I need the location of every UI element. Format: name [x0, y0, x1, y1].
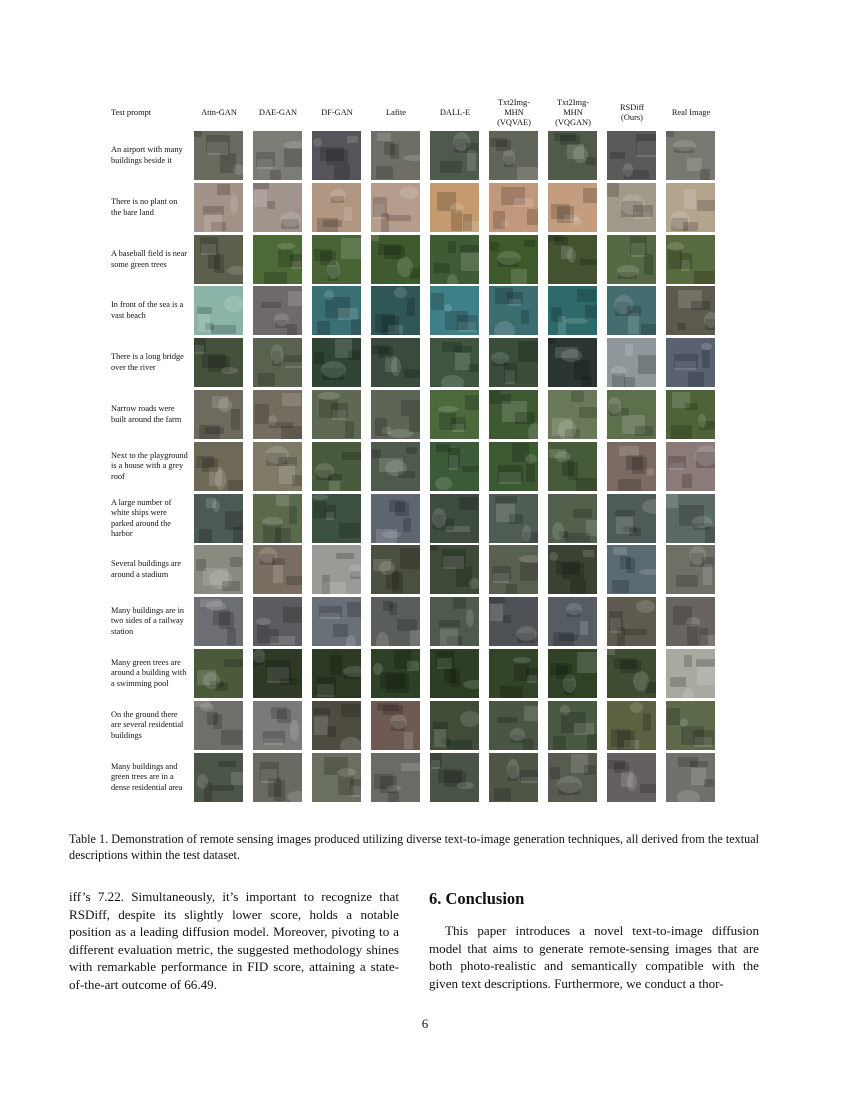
satellite-image-thumbnail	[253, 286, 302, 335]
satellite-image-thumbnail	[666, 753, 715, 802]
satellite-image-thumbnail	[371, 235, 420, 284]
satellite-image-thumbnail	[489, 753, 538, 802]
satellite-image-thumbnail	[194, 286, 243, 335]
satellite-image-thumbnail	[548, 494, 597, 543]
row-prompt: An airport with many buildings beside it	[111, 145, 183, 165]
satellite-image-thumbnail	[666, 235, 715, 284]
satellite-image-thumbnail	[548, 183, 597, 232]
satellite-image-thumbnail	[430, 545, 479, 594]
satellite-image-thumbnail	[312, 390, 361, 439]
satellite-image-thumbnail	[607, 649, 656, 698]
satellite-image-thumbnail	[489, 649, 538, 698]
col-header-vqvae-line: (VQVAE)	[497, 118, 531, 127]
col-header-rsdiff	[602, 96, 662, 130]
satellite-image-thumbnail	[194, 390, 243, 439]
col-header-vqvae-line: MHN	[504, 108, 524, 117]
row-prompt: In front of the sea is a vast beach	[111, 300, 184, 320]
row-prompt: Many buildings and green trees are in a dense residential area	[111, 761, 183, 792]
satellite-image-thumbnail	[194, 442, 243, 491]
satellite-image-thumbnail	[371, 338, 420, 387]
satellite-image-thumbnail	[371, 183, 420, 232]
satellite-image-thumbnail	[548, 390, 597, 439]
col-header-vqvae-line: Txt2Img-	[497, 98, 531, 107]
satellite-image-thumbnail	[253, 545, 302, 594]
row-prompt: Narrow roads were built around the farm	[111, 404, 182, 424]
satellite-image-thumbnail	[312, 338, 361, 387]
satellite-image-thumbnail	[194, 235, 243, 284]
satellite-image-thumbnail	[194, 701, 243, 750]
satellite-image-thumbnail	[430, 183, 479, 232]
table-row	[0, 597, 850, 646]
satellite-image-thumbnail	[371, 390, 420, 439]
satellite-image-thumbnail	[548, 649, 597, 698]
satellite-image-thumbnail	[607, 235, 656, 284]
table-row	[0, 183, 850, 232]
satellite-image-thumbnail	[489, 390, 538, 439]
body-paragraph-right: This paper introduces a novel text-to-image diffusion model that aims to generate remote-sensing images that are both photo-realistic and semantically compatible with the given text descriptions. Furthermore, we conduct a thor-	[429, 923, 759, 991]
satellite-image-thumbnail	[607, 545, 656, 594]
satellite-image-thumbnail	[253, 442, 302, 491]
satellite-image-thumbnail	[489, 701, 538, 750]
satellite-image-thumbnail	[194, 649, 243, 698]
satellite-image-thumbnail	[666, 183, 715, 232]
satellite-image-thumbnail	[312, 545, 361, 594]
satellite-image-thumbnail	[548, 701, 597, 750]
satellite-image-thumbnail	[489, 545, 538, 594]
satellite-image-thumbnail	[430, 286, 479, 335]
satellite-image-thumbnail	[194, 494, 243, 543]
satellite-image-thumbnail	[607, 494, 656, 543]
satellite-image-thumbnail	[607, 442, 656, 491]
satellite-image-thumbnail	[548, 545, 597, 594]
satellite-image-thumbnail	[312, 183, 361, 232]
satellite-image-thumbnail	[607, 338, 656, 387]
satellite-image-thumbnail	[430, 131, 479, 180]
satellite-image-thumbnail	[371, 494, 420, 543]
satellite-image-thumbnail	[666, 390, 715, 439]
satellite-image-thumbnail	[607, 701, 656, 750]
col-header-df-gan: DF-GAN	[321, 108, 353, 117]
satellite-image-thumbnail	[312, 442, 361, 491]
col-header-vqgan-line: Txt2Img-	[556, 98, 590, 107]
satellite-image-thumbnail	[548, 235, 597, 284]
col-header-lafite: Lafite	[386, 108, 406, 117]
satellite-image-thumbnail	[194, 131, 243, 180]
satellite-image-thumbnail	[607, 390, 656, 439]
satellite-image-thumbnail	[253, 597, 302, 646]
satellite-image-thumbnail	[666, 442, 715, 491]
row-prompt: Several buildings are around a stadium	[111, 559, 182, 579]
satellite-image-thumbnail	[548, 286, 597, 335]
table-row	[0, 753, 850, 802]
col-header-test-prompt: Test prompt	[111, 108, 152, 117]
satellite-image-thumbnail	[607, 131, 656, 180]
row-prompt: There is no plant on the bare land	[111, 197, 178, 217]
satellite-image-thumbnail	[371, 131, 420, 180]
col-header-dall-e: DALL-E	[439, 108, 471, 117]
satellite-image-thumbnail	[607, 597, 656, 646]
satellite-image-thumbnail	[194, 338, 243, 387]
satellite-image-thumbnail	[312, 597, 361, 646]
satellite-image-thumbnail	[253, 131, 302, 180]
row-prompt: There is a long bridge over the river	[111, 352, 184, 372]
satellite-image-thumbnail	[607, 286, 656, 335]
satellite-image-thumbnail	[371, 701, 420, 750]
satellite-image-thumbnail	[194, 753, 243, 802]
col-header-dae-gan: DAE-GAN	[258, 108, 298, 117]
satellite-image-thumbnail	[371, 286, 420, 335]
table-caption: Table 1. Demonstration of remote sensing images produced utilizing diverse text-to-image generation techniques, all derived from the textual descriptions within the test dataset.	[69, 832, 759, 862]
row-prompt: On the ground there are several residential buildings	[111, 709, 184, 740]
body-paragraph-left: iff’s 7.22. Simultaneously, it’s important to recognize that RSDiff, despite its slightly lower score, holds a notable position as a leading diffusion model. Moreover, pivoting to a different evaluation metric, the suggested methodology shines with remarkable performance in FID score, attaining a state-of-the-art outcome of 66.49.	[69, 889, 399, 992]
satellite-image-thumbnail	[253, 390, 302, 439]
satellite-image-thumbnail	[666, 597, 715, 646]
satellite-image-thumbnail	[371, 545, 420, 594]
col-header-rsdiff-line: (Ours)	[621, 113, 643, 122]
satellite-image-thumbnail	[666, 701, 715, 750]
satellite-image-thumbnail	[548, 597, 597, 646]
col-header-vqgan	[543, 96, 603, 130]
satellite-image-thumbnail	[194, 183, 243, 232]
table-row	[0, 235, 850, 284]
satellite-image-thumbnail	[489, 338, 538, 387]
satellite-image-thumbnail	[548, 338, 597, 387]
col-header-attn-gan: Attn-GAN	[201, 108, 237, 117]
table-row	[0, 390, 850, 439]
satellite-image-thumbnail	[253, 183, 302, 232]
row-prompt: Many green trees are around a building with a swimming pool	[111, 657, 187, 688]
col-header-vqgan-line: MHN	[563, 108, 583, 117]
satellite-image-thumbnail	[430, 649, 479, 698]
satellite-image-thumbnail	[666, 286, 715, 335]
satellite-image-thumbnail	[312, 131, 361, 180]
satellite-image-thumbnail	[666, 545, 715, 594]
satellite-image-thumbnail	[371, 753, 420, 802]
satellite-image-thumbnail	[489, 183, 538, 232]
satellite-image-thumbnail	[607, 183, 656, 232]
satellite-image-thumbnail	[489, 286, 538, 335]
satellite-image-thumbnail	[430, 701, 479, 750]
satellite-image-thumbnail	[253, 701, 302, 750]
col-header-real-image: Real Image	[671, 108, 711, 117]
satellite-image-thumbnail	[430, 597, 479, 646]
satellite-image-thumbnail	[489, 597, 538, 646]
satellite-image-thumbnail	[666, 131, 715, 180]
table-row	[0, 545, 850, 594]
satellite-image-thumbnail	[253, 753, 302, 802]
satellite-image-thumbnail	[489, 235, 538, 284]
satellite-image-thumbnail	[253, 235, 302, 284]
satellite-image-thumbnail	[312, 286, 361, 335]
row-prompt: A baseball field is near some green trees	[111, 249, 188, 269]
satellite-image-thumbnail	[430, 494, 479, 543]
col-header-vqvae	[484, 96, 544, 130]
satellite-image-thumbnail	[430, 338, 479, 387]
table-row	[0, 338, 850, 387]
satellite-image-thumbnail	[666, 494, 715, 543]
satellite-image-thumbnail	[548, 442, 597, 491]
section-title: 6. Conclusion	[429, 889, 525, 908]
satellite-image-thumbnail	[430, 442, 479, 491]
satellite-image-thumbnail	[666, 338, 715, 387]
satellite-image-thumbnail	[312, 494, 361, 543]
satellite-image-thumbnail	[666, 649, 715, 698]
satellite-image-thumbnail	[312, 649, 361, 698]
satellite-image-thumbnail	[371, 597, 420, 646]
satellite-image-thumbnail	[194, 597, 243, 646]
row-prompt: Next to the playground is a house with a grey roof	[111, 450, 188, 481]
satellite-image-thumbnail	[430, 235, 479, 284]
table-row	[0, 131, 850, 180]
satellite-image-thumbnail	[430, 753, 479, 802]
table-row	[0, 442, 850, 491]
table-row	[0, 286, 850, 335]
satellite-image-thumbnail	[430, 390, 479, 439]
satellite-image-thumbnail	[371, 649, 420, 698]
table-row	[0, 649, 850, 698]
satellite-image-thumbnail	[548, 753, 597, 802]
satellite-image-thumbnail	[548, 131, 597, 180]
table-row	[0, 494, 850, 543]
row-prompt: A large number of white ships were parked around the harbor	[111, 497, 172, 538]
col-header-rsdiff-line: RSDiff	[619, 103, 645, 112]
satellite-image-thumbnail	[253, 494, 302, 543]
satellite-image-thumbnail	[371, 442, 420, 491]
satellite-image-thumbnail	[312, 753, 361, 802]
satellite-image-thumbnail	[253, 338, 302, 387]
satellite-image-thumbnail	[489, 494, 538, 543]
satellite-image-thumbnail	[253, 649, 302, 698]
satellite-image-thumbnail	[312, 701, 361, 750]
table-row	[0, 701, 850, 750]
satellite-image-thumbnail	[607, 753, 656, 802]
page-number: 6	[421, 1016, 429, 1031]
satellite-image-thumbnail	[312, 235, 361, 284]
row-prompt: Many buildings are in two sides of a railway station	[111, 605, 185, 636]
satellite-image-thumbnail	[489, 131, 538, 180]
satellite-image-thumbnail	[489, 442, 538, 491]
satellite-image-thumbnail	[194, 545, 243, 594]
col-header-vqgan-line: (VQGAN)	[555, 118, 591, 127]
